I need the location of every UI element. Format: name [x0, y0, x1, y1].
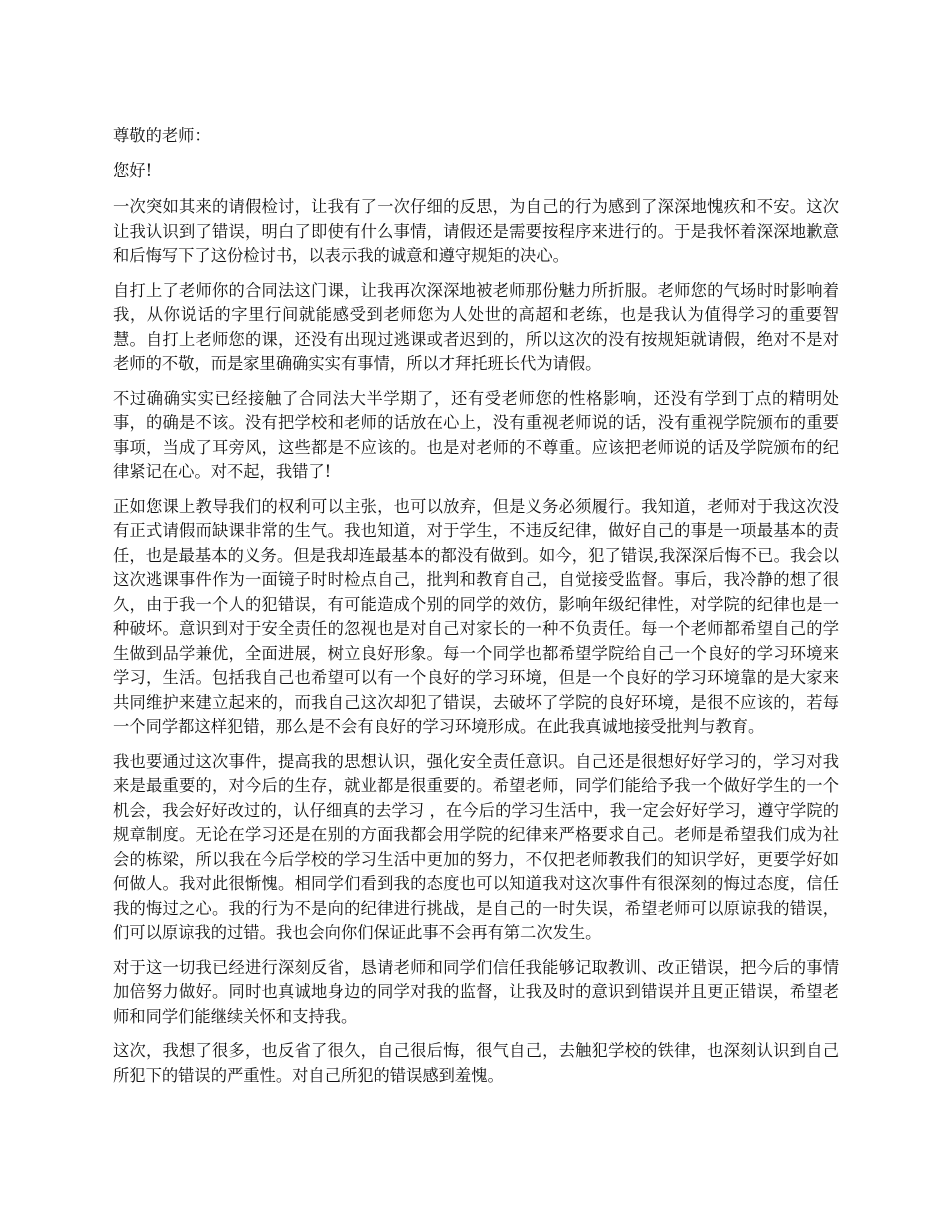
paragraph: 这次，我想了很多，也反省了很久，自己很后悔，很气自己，去触犯学校的铁律，也深刻认识到自己所犯下的错误的严重性。对自己所犯的错误感到羞愧。	[113, 1041, 839, 1085]
paragraph: 对于这一切我已经进行深刻反省，恳请老师和同学们信任我能够记取教训、改正错误，把今后的事情加倍努力做好。同时也真诚地身边的同学对我的监督，让我及时的意识到错误并且更正错误，希望老师和同学们能继续关怀和支持我。	[113, 957, 839, 1026]
paragraph: 我也要通过这次事件，提高我的思想认识，强化安全责任意识。自己还是很想好好学习的，学习对我来是最重要的，对今后的生存，就业都是很重要的。希望老师，同学们能给予我一个做好学生的一个机会，我会好好改过的，认仔细真的去学习 ，在今后的学习生活中，我一定会好好学习，遵守学院的规章制度。无论在学习还是在别的方面我都会用学院的纪律来严格要求自己。老师是希望我们成为社会的栋梁，所以我在今后学校的学习生活中更加的努力，不仅把老师教我们的知识学好，更要学好如何做人。我对此很惭愧。相同学们看到我的态度也可以知道我对这次事件有很深刻的悔过态度，信任我的悔过之心。我的行为不是向的纪律进行挑战，是自己的一时失误，希望老师可以原谅我的错误，们可以原谅我的过错。我也会向你们保证此事不会再有第二次发生。	[113, 751, 839, 942]
letter-body	[113, 124, 839, 1098]
paragraph: 自打上了老师你的合同法这门课，让我再次深深地被老师那份魅力所折服。老师您的气场时时影响着我，从你说话的字里行间就能感受到老师您为人处世的高超和老练，也是我认为值得学习的重要智慧。自打上老师您的课，还没有出现过逃课或者迟到的，所以这次的没有按规矩就请假，绝对不是对老师的不敬，而是家里确确实实有事情，所以才拜托班长代为请假。	[113, 280, 839, 373]
greeting: 您好!	[113, 160, 153, 180]
salutation: 尊敬的老师：	[113, 126, 211, 145]
paragraph: 不过确确实实已经接触了合同法大半学期了，还有受老师您的性格影响，还没有学到丁点的精明处事，的确是不该。没有把学校和老师的话放在心上，没有重视老师说的话，没有重视学院颁布的重要事项，当成了耳旁风，这些都是不应该的。也是对老师的不尊重。应该把老师说的话及学院颁布的纪律紧记在心。对不起，我错了!	[113, 388, 839, 481]
paragraph: 正如您课上教导我们的权利可以主张，也可以放弃，但是义务必须履行。我知道，老师对于我这次没有正式请假而缺课非常的生气。我也知道，对于学生，不违反纪律，做好自己的事是一项最基本的责任，也是最基本的义务。但是我却连最基本的都没有做到。如今，犯了错误,我深深后悔不已。我会以这次逃课事件作为一面镜子时时检点自己，批判和教育自己，自觉接受监督。事后，我冷静的想了很久，由于我一个人的犯错误，有可能造成个别的同学的效仿，影响年级纪律性，对学院的纪律也是一种破坏。意识到对于安全责任的忽视也是对自己对家长的一种不负责任。每一个老师都希望自己的学生做到品学兼优，全面进展，树立良好形象。每一个同学也都希望学院给自己一个良好的学习环境来学习，生活。包括我自己也希望可以有一个良好的学习环境，但是一个良好的学习环境靠的是大家来共同维护来建立起来的，而我自己这次却犯了错误，去破坏了学院的良好环境，是很不应该的，若每一个同学都这样犯错，那么是不会有良好的学习环境形成。在此我真诚地接受批判与教育。	[113, 496, 839, 736]
paragraph: 一次突如其来的请假检讨，让我有了一次仔细的反思，为自己的行为感到了深深地愧疚和不安。这次让我认识到了错误，明白了即使有什么事情，请假还是需要按程序来进行的。于是我怀着深深地歉意和后悔写下了这份检讨书，以表示我的诚意和遵守规矩的决心。	[113, 197, 839, 265]
